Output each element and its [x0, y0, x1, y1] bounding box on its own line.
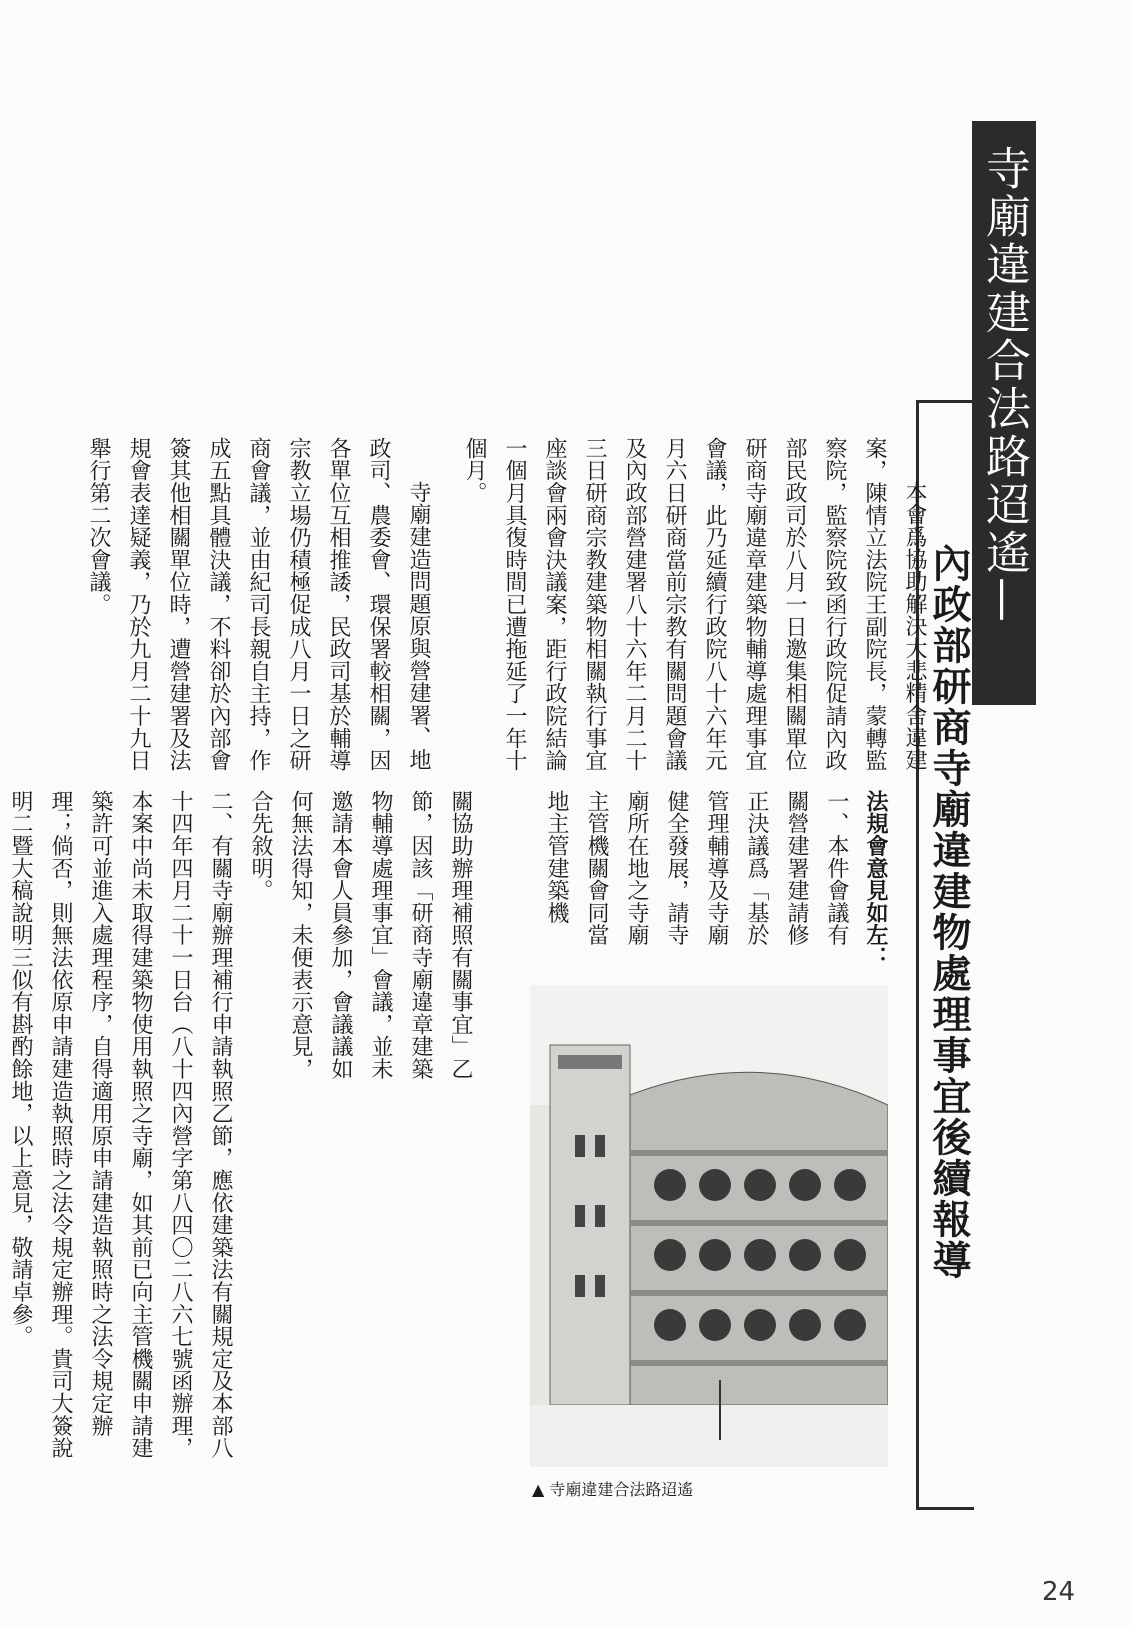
page-number: 24: [1042, 1577, 1076, 1607]
legal-opinion-column: [536, 790, 896, 970]
opinion-item-one-part-b: 關協助辦理補照有關事宜」乙節，因該「研商寺廟違章建築物輔導處理事宜」會議，並未邀請本會人員參加，會議議如何無法得知，未便表示意見，合先敘明。: [248, 790, 473, 1080]
page-title: 寺廟違建合法路迢遙—: [972, 121, 1036, 705]
intro-paragraph-1: 本會爲協助解決大悲精舍違建案，陳情立法院王副院長，蒙轉監察院，監察院致函行政院促請內政部民政司於八月一日邀集相關單位研商寺廟違章建築物輔導處理事宜會議，此乃延續行政院八十六年元月六日研商當前宗教有關問題會議及內政部營建署八十六年二月二十三日研商宗教建築物相關執行事宜座談會兩會決議案，距行政院結論一個月具復時間已遭拖延了一年十個月。: [462, 437, 927, 772]
opinion-item-one-part-a: 一、本件會議有關營建署建請修正決議爲「基於管理輔導及寺廟健全發展，請寺廟所在地之寺廟主管機關會同當地主管建築機: [544, 790, 849, 947]
intro-paragraph-2: 寺廟建造問題原與營建署、地政司、農委會、環保署較相關，因各單位互相推諉，民政司基於輔導宗教立場仍積極促成八月一日之研商會議，並由紀司長親自主持，作成五點具體決議，不料卻於內部會簽其他相關單位時，遭營建署及法規會表達疑義，乃於九月二十九日舉行第二次會議。: [86, 437, 431, 772]
opinion-item-two-text: 二、有關寺廟辦理補行申請執照乙節，應依建築法有關規定及本部八十四年四月二十一日台（八十四內營字第八四〇二八六七號函辦理，本案中尚未取得建築物使用執照之寺廟，如其前已向主管機關申請建築許可並進入處理程序，自得適用原申請建造執照時之法令規定辦理；倘否，則無法依原申請建造執照時之法令規定辦理。貴司大簽說明二暨大稿說明三似有斟酌餘地，以上意見，敬請卓參。: [8, 790, 233, 1459]
opinion-item-two: [8, 790, 240, 1480]
opinion-item-one-continued: [240, 790, 480, 1090]
temple-building-illustration: [530, 985, 888, 1467]
temple-photo: [530, 985, 888, 1467]
photo-caption: ▲ 寺廟違建合法路迢遙: [532, 1480, 694, 1499]
intro-text: [78, 437, 934, 780]
legal-opinion-heading: 法規會意見如左：: [863, 790, 889, 969]
page-subtitle: 內政部研商寺廟違建物處理事宜後續報導: [916, 400, 974, 1510]
